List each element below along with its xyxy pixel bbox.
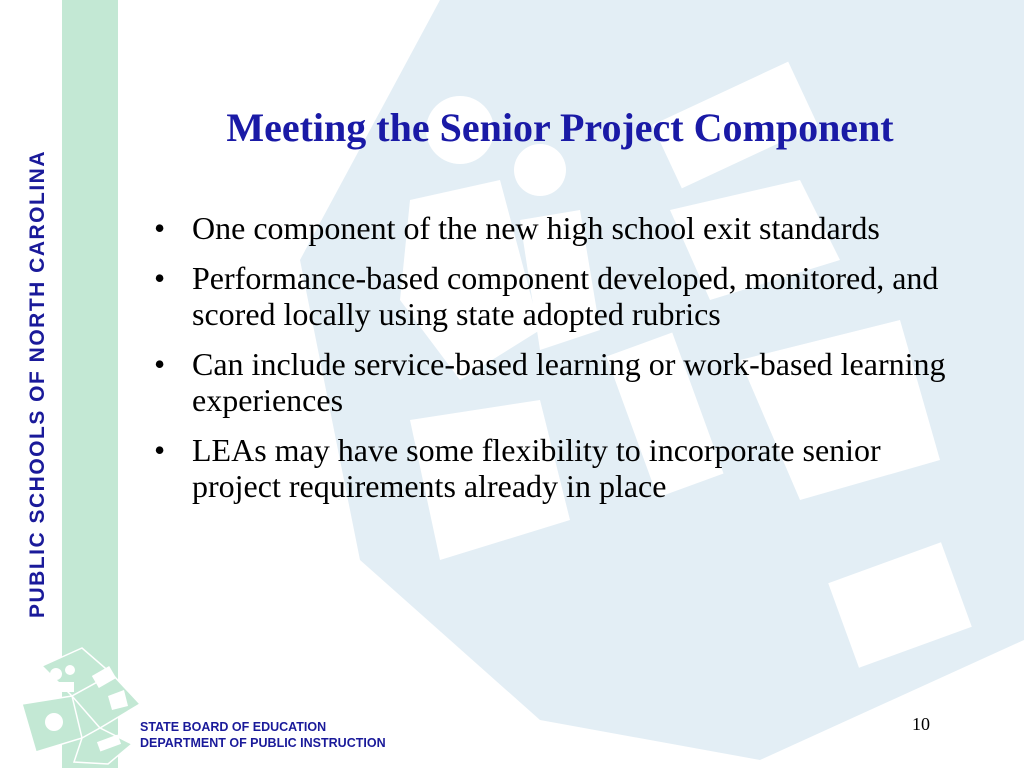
bullet-item [150, 432, 970, 504]
bullet-icon: • [154, 210, 166, 246]
bullet-item [150, 346, 970, 418]
bullet-item [150, 210, 970, 246]
footer-org-line2: DEPARTMENT OF PUBLIC INSTRUCTION [140, 736, 386, 750]
bullet-text: Performance-based component developed, monitored, and scored locally using state adopted rubrics [192, 260, 939, 332]
bullet-item [150, 260, 970, 332]
bullet-text: Can include service-based learning or work-based learning experiences [192, 346, 946, 418]
footer-org-line1: STATE BOARD OF EDUCATION [140, 720, 327, 734]
vertical-org-title: PUBLIC SCHOOLS OF NORTH CAROLINA [26, 150, 49, 618]
footer-org [140, 719, 386, 751]
bullet-list [150, 210, 970, 518]
bullet-icon: • [154, 432, 166, 468]
slide-title: Meeting the Senior Project Component [226, 105, 894, 150]
nc-schools-logo-icon [12, 626, 152, 768]
bullet-icon: • [154, 346, 166, 382]
bullet-text: LEAs may have some flexibility to incorporate senior project requirements already in place [192, 432, 881, 504]
page-number: 10 [912, 714, 930, 734]
bullet-text: One component of the new high school exit standards [192, 210, 880, 246]
bullet-icon: • [154, 260, 166, 296]
